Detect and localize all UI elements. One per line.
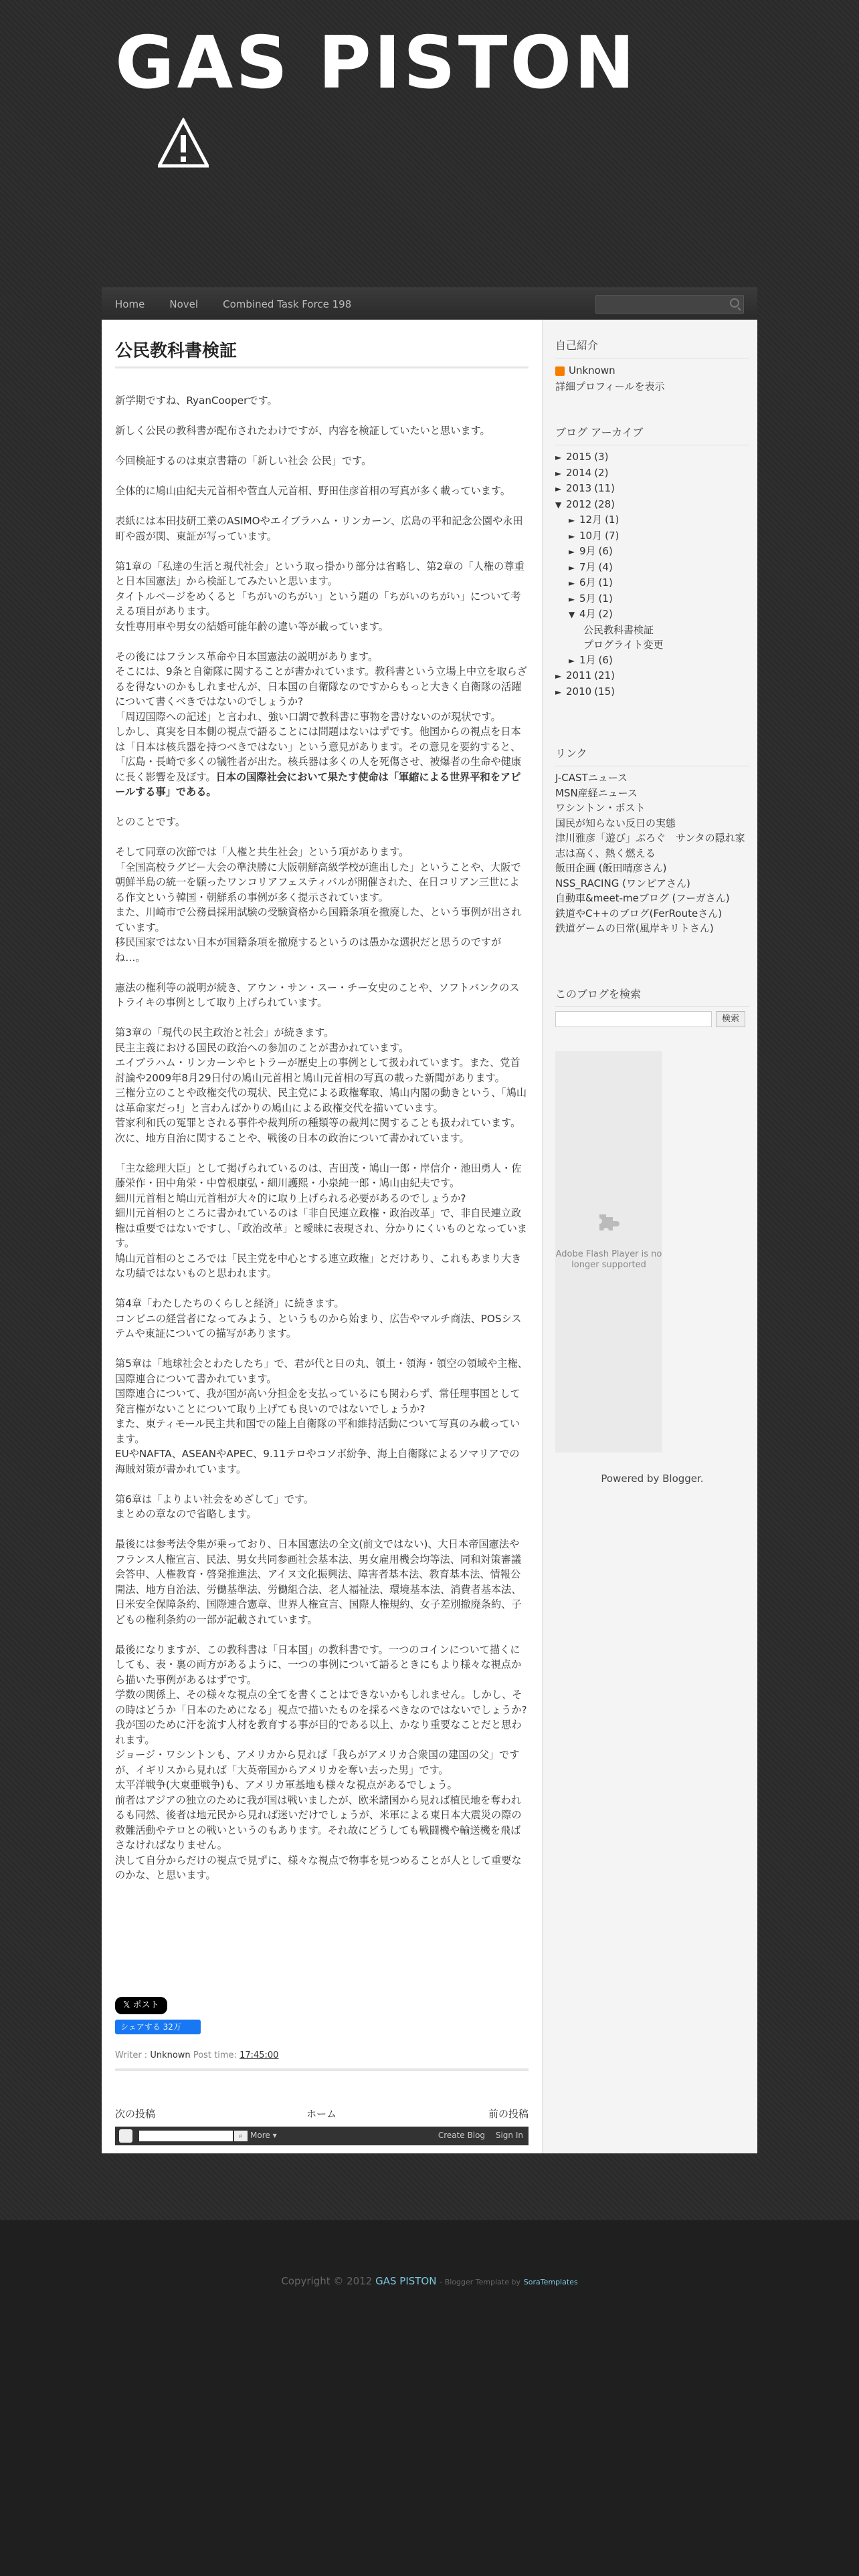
archive-count: (2) — [594, 466, 609, 479]
archive-count: (3) — [594, 451, 609, 463]
archive-count: (6) — [598, 653, 613, 666]
archive-label[interactable]: 2010 — [566, 685, 592, 697]
post-paragraph: 第1章の「私達の生活と現代社会」という取っ掛かり部分は省略し、第2章の「人権の尊重と日本国憲法」から検証してみたいと思います。 タイトルページをめくると「ちがいのちがい」という題の「ちがいのちがい」について考える項目があります。 女性専用車や男女の結婚可能年齢の違い等が載っています。 — [115, 560, 524, 633]
create-blog-link[interactable]: Create Blog — [438, 2131, 486, 2140]
sidebar-link[interactable]: 志は高く、熱く燃える — [555, 847, 656, 859]
archive-count: (7) — [605, 529, 619, 542]
archive-widget — [555, 424, 749, 700]
profile-widget — [555, 337, 749, 395]
home-link[interactable]: ホーム — [306, 2108, 337, 2120]
profile-name-row — [555, 362, 749, 379]
search-widget — [555, 986, 749, 1027]
archive-item[interactable] — [555, 512, 749, 528]
older-post-link[interactable]: 前の投稿 — [488, 2108, 529, 2120]
main-column — [102, 320, 543, 2153]
template-label: - Blogger Template by — [440, 2278, 520, 2286]
profile-name[interactable]: Unknown — [569, 364, 615, 377]
navbar-search-input[interactable] — [139, 2131, 233, 2141]
archive-label[interactable]: 4月 — [579, 608, 596, 620]
title-divider — [115, 366, 529, 368]
archive-list — [555, 449, 749, 700]
archive-label[interactable]: 1月 — [579, 653, 596, 666]
archive-item[interactable] — [555, 544, 749, 560]
sidebar-link[interactable]: 飯田企画 (飯田晴彦さん) — [555, 862, 667, 874]
expand-arrow-icon[interactable]: ► — [555, 671, 562, 681]
archive-label[interactable]: 2013 — [566, 482, 592, 494]
nav-novel[interactable]: Novel — [169, 298, 199, 310]
broken-image-icon — [158, 118, 209, 171]
post-paragraph: 新しく公民の教科書が配布されたわけですが、内容を検証していたいと思います。 — [115, 425, 490, 437]
profile-link[interactable]: 詳細プロフィールを表示 — [555, 381, 665, 393]
archive-item[interactable] — [555, 465, 749, 481]
post-paragraph: 第5章は「地球社会とわたしたち」で、君が代と日の丸、領土・領海・領空の領域や主権、国際連合について書かれています。 国際連合について、我が国が高い分担金を支払っているにも関わらず、常任理事国として発言権がないことについて取り上げても良いのではないでしょうか? また、東ティモール民主共和国での陸上自衛隊の平和維持活動について写真のみ載っています。 EUやNAFTA、ASEANやAPEC、9.11テロやコソボ紛争、海上自衛隊によるソマリアでの海賊対策が書かれています。 — [115, 1358, 528, 1475]
archive-label[interactable]: 7月 — [579, 560, 596, 573]
post-paragraph: 第4章「わたしたちのくらしと経済」に続きます。 コンビニの経営者になってみよう、というものから始まり、広告やマルチ商法、POSシステムや東証についての描写があります。 — [115, 1297, 522, 1339]
top-navigation — [102, 288, 757, 320]
sidebar-link[interactable]: 津川雅彦「遊び」ぶろぐ サンタの隠れ家 — [555, 832, 745, 844]
blog-title[interactable]: GAS PISTON — [115, 21, 638, 105]
expand-arrow-icon[interactable]: ► — [569, 594, 575, 604]
archive-label[interactable]: 2015 — [566, 451, 592, 463]
plugin-icon — [597, 1214, 622, 1240]
sidebar-link[interactable]: 鉄道ゲームの日常(風岸キリトさん) — [555, 922, 714, 934]
nav-search-input[interactable] — [595, 295, 744, 314]
expand-arrow-icon[interactable]: ► — [555, 687, 562, 697]
archive-item[interactable] — [555, 528, 749, 544]
post-body — [115, 393, 529, 1898]
nav-home[interactable]: Home — [115, 298, 145, 310]
archive-item[interactable] — [555, 591, 749, 607]
copyright — [0, 2275, 859, 2287]
blogger-icon — [555, 366, 565, 376]
flash-plugin-box — [555, 1051, 662, 1453]
collapse-arrow-icon[interactable]: ▼ — [555, 500, 562, 510]
tweet-label: ポスト — [132, 2000, 159, 2010]
archive-label[interactable]: 10月 — [579, 529, 603, 542]
archive-label[interactable]: プログライト変更 — [583, 639, 664, 651]
post-time-link[interactable]: 17:45:00 — [240, 2050, 279, 2060]
sidebar-link[interactable]: J-CASTニュース — [555, 772, 628, 784]
post-paragraph-text: その後にはフランス革命や日本国憲法の説明があります。 そこには、9条と自衛隊に関することが書かれています。教科書という立場上中立を取らざるを得ないのかもしれませんが、日本国の自衛隊なのですからもっと大きく自衛隊の活躍について書くべきではないのでしょうか? 「周辺国際への記述」と言われ、強い口調で教科書に事物を書けないのが現状です。 しかし、真実を日本側の視点で語ることには問題はないはずです。他国からの視点を日本は「日本は核兵器を持つべきではない」という意見があります。その意見を要約すると、「広島・長崎で多くの犠牲者が出た。核兵器は多くの人を死傷させ、被爆者の生命や健康に長く影響を及ぼす。 — [115, 650, 527, 783]
archive-item[interactable] — [555, 637, 749, 653]
archive-label[interactable]: 6月 — [579, 576, 596, 588]
time-label: Post time: — [193, 2050, 237, 2060]
sidebar-search-input[interactable] — [555, 1011, 712, 1027]
sidebar-link[interactable]: NSS_RACING (ワンピアさん) — [555, 877, 690, 889]
archive-count: (1) — [598, 592, 613, 605]
footer-site-link[interactable]: GAS PISTON — [375, 2275, 437, 2287]
archive-count: (1) — [598, 576, 613, 588]
content-container — [102, 320, 757, 2153]
tweet-button[interactable]: 𝕏 ポスト — [115, 1997, 167, 2014]
nav-ctf198[interactable]: Combined Task Force 198 — [223, 298, 352, 310]
archive-item[interactable] — [555, 653, 749, 669]
archive-title: ブログ アーカイブ — [555, 424, 749, 445]
archive-item[interactable] — [555, 623, 749, 638]
author-name[interactable]: Unknown — [150, 2050, 191, 2060]
links-widget — [555, 745, 749, 936]
sidebar-link[interactable]: MSN産経ニュース — [555, 786, 638, 799]
post-paragraph: 表紙には本田技研工業のASIMOやエイブラハム・リンカーン、広島の平和記念公園や永田町や霞が関、東証が写っています。 — [115, 515, 523, 542]
archive-count: (15) — [594, 685, 615, 697]
archive-label[interactable]: 公民教科書検証 — [583, 623, 654, 636]
search-title: このブログを検索 — [555, 986, 749, 1007]
post-paragraph: 新学期ですね、RyanCooperです。 — [115, 395, 278, 407]
archive-item[interactable] — [555, 684, 749, 700]
search-icon[interactable] — [730, 298, 739, 308]
expand-arrow-icon[interactable]: ► — [555, 484, 562, 494]
flash-message: Adobe Flash Player is no longer supported — [555, 1249, 662, 1270]
archive-label[interactable]: 2014 — [566, 466, 592, 479]
archive-item[interactable] — [555, 497, 749, 513]
writer-label: Writer : — [115, 2050, 148, 2060]
post-paragraph: とのことです。 — [115, 816, 186, 828]
post-paragraph: 憲法の権利等の説明が続き、アウン・サン・スー・チー女史のことや、ソフトバンクのストライキの事例として取り上げられています。 — [115, 981, 520, 1008]
facebook-share-button[interactable]: シェアする 32万 — [115, 2020, 201, 2034]
more-label: More — [250, 2131, 270, 2140]
sign-in-link[interactable]: Sign In — [495, 2131, 523, 2140]
expand-arrow-icon[interactable]: ► — [569, 547, 575, 556]
archive-label[interactable]: 9月 — [579, 545, 596, 557]
archive-label[interactable]: 2012 — [566, 498, 592, 510]
post-title: 公民教科書検証 — [115, 341, 237, 361]
post-paragraph: 最後には参考法令集が乗っており、日本国憲法の全文(前文ではない)、大日本帝国憲法やフランス人権宣言、民法、男女共同参画社会基本法、男女雇用機会均等法、同和対策審議会答申、人権教育・啓発推進法、アイヌ文化振興法、障害者基本法、教育基本法、情報公開法、地方自治法、労働基準法、労働組合法、老人福祉法、環境基本法、消費者基本法、日米安全保障条約、国際連合憲章、世界人権宣言、国際人権規約、女子差別撤廃条約、子どもの権利条約の一部が記載されています。 — [115, 1538, 522, 1626]
post-paragraph: そして同章の次節では「人権と共生社会」という項があります。 「全国高校ラグビー大会の準決勝に大阪朝鮮高級学校が進出した」ということや、大阪で 朝鮮半島の統一を願ったワンコリアフェスティバルが開催された、在日コリアン三世による作文という韓国・朝鮮系の事例が多く提示されています。 また、川崎市で公務員採用試験の受験資格から国籍条項を撤廃した、という事例が出されています。 移民国家ではない日本が国籍条項を撤廃するというのは愚かな選択だと思うのですがね…。 — [115, 846, 522, 964]
archive-item[interactable] — [555, 668, 749, 684]
blogger-logo-icon[interactable] — [119, 2129, 132, 2143]
navbar-search-button[interactable]: ⌕ — [234, 2131, 248, 2141]
archive-count: (21) — [594, 669, 615, 681]
post-paragraph: 「主な総理大臣」として掲げられているのは、吉田茂・鳩山一郎・岸信介・池田勇人・佐藤栄作・田中角栄・中曽根康弘・細川護熙・小泉純一郎・鳩山由紀夫です。 細川元首相と鳩山元首相が大々的に取り上げられる必要があるのでしょうか? 細川元首相のところに書かれているのは「非自民連立政権・政治改革」で、非自民連立政権は重要ではないですし、「政治改革」と曖昧に表現され、分かりにくいものとなっています。 鳩山元首相のところでは「民主党を中心とする連立政権」とだけあり、これもあまり大きな功績ではないものと思われます。 — [115, 1162, 527, 1279]
archive-item[interactable] — [555, 575, 749, 591]
archive-label[interactable]: 2011 — [566, 669, 592, 681]
expand-arrow-icon[interactable]: ► — [569, 578, 575, 588]
search-row — [555, 1011, 749, 1027]
expand-arrow-icon[interactable]: ► — [555, 453, 562, 462]
profile-title: 自己紹介 — [555, 337, 749, 358]
links-list — [555, 770, 749, 936]
powered-by[interactable]: Powered by Blogger. — [601, 1473, 704, 1485]
post-paragraph: 今回検証するのは東京書籍の「新しい社会 公民」です。 — [115, 455, 372, 467]
expand-arrow-icon[interactable]: ► — [569, 531, 575, 541]
copyright-text: Copyright © 2012 — [281, 2275, 373, 2287]
share-buttons — [115, 1997, 201, 2034]
sidebar-link[interactable]: 国民が知らない反日の実態 — [555, 817, 676, 829]
archive-item[interactable] — [555, 560, 749, 576]
archive-count: (11) — [594, 482, 615, 494]
archive-label[interactable]: 5月 — [579, 592, 596, 605]
links-title: リンク — [555, 745, 749, 766]
expand-arrow-icon[interactable]: ► — [569, 655, 575, 665]
sidebar-search-button[interactable]: 検索 — [716, 1011, 745, 1027]
blogger-navbar — [115, 2127, 529, 2145]
expand-arrow-icon[interactable]: ► — [555, 468, 562, 478]
post-paragraph — [115, 649, 529, 800]
expand-arrow-icon[interactable]: ► — [569, 516, 575, 525]
collapse-arrow-icon[interactable]: ▼ — [569, 610, 575, 619]
archive-count: (1) — [605, 514, 619, 526]
archive-item[interactable] — [555, 449, 749, 465]
template-author-link[interactable]: SoraTemplates — [523, 2278, 578, 2286]
archive-item[interactable] — [555, 481, 749, 497]
post-paragraph: 最後になりますが、この教科書は「日本国」の教科書です。一つのコインについて描くにしても、表・裏の両方があるように、一つの事例について語るときにもより様々な視点から描いた事例があるはずです。 学数の関係上、その様々な視点の全てを書くことはできないかもしれません。しかし、その時はどうか「日本のためになる」視点で描いたものを採るべきなのではないでしょうか? 我が国のために汗を流す人材を教育する事が目的である以上、かなり重要なことだと思われます。 ジョージ・ワシントンも、アメリカから見れば「我らがアメリカ合衆国の建国の父」ですが、イギリスから見れば「大英帝国からアメリカを奪い去った男」です。 太平洋戦争(大東亜戦争)も、アメリカ軍基地も様々な視点があるでしょう。 前者はアジアの独立のために我が国は戦いましたが、欧米諸国から見れば植民地を奪われるも同然、後者は地元民から見れば迷いだけでしょうが、米軍による東日本大震災の際の救難活動やテロとの戦いというのもあります。それ故にどうしても戦闘機や輸送機を飛ばさなければなりません。 決して自分からだけの視点で見ずに、様々な視点で物事を見つめることが人として重要なのかな、と思います。 — [115, 1643, 527, 1881]
post-footer — [115, 2050, 529, 2071]
post-paragraph: 全体的に鳩山由紀夫元首相や菅直人元首相、野田佳彦首相の写真が多く載っています。 — [115, 485, 511, 497]
navbar-more-dropdown[interactable]: More ▾ — [250, 2131, 277, 2140]
expand-arrow-icon[interactable]: ► — [569, 562, 575, 572]
post-paragraph: 第6章は「よりよい社会をめざして」です。 まとめの章なので省略します。 — [115, 1493, 314, 1520]
footer-area — [0, 2220, 859, 2576]
post-paragraph: 第3章の「現代の民主政治と社会」が続きます。 民主主義における国民の政治への参加のことが書かれています。 エイブラハム・リンカーンやヒトラーが歴史上の事例として扱われています。また、党首討論や2009年8月29日付の鳩山元首相と鳩山元首相の写真の載った新聞があります。 三権分立のことや政権交代の現状、民主党による政権奪取、鳩山内閣の動きという、「鳩山は革命家だっ!」と言わんばかりの鳩山による政権交代を描いています。 菅家利和氏の冤罪とされる事件や裁判所の種類等の裁判に関することも扱われています。 次に、地方自治に関することや、戦後の日本の政治について書かれています。 — [115, 1027, 527, 1144]
archive-count: (4) — [598, 560, 613, 573]
archive-item[interactable] — [555, 607, 749, 623]
bold-sentence: 日本の国際社会において果たす使命は「軍縮による世界平和をアピールする事」である。 — [115, 770, 521, 798]
sidebar-link[interactable]: ワシントン・ポスト — [555, 802, 646, 814]
archive-count: (6) — [598, 545, 613, 557]
sidebar-link[interactable]: 鉄道やC++のブログ(FerRouteさん) — [555, 907, 723, 920]
navbar-right-links — [430, 2131, 523, 2140]
sidebar-link[interactable]: 自動車&meet-meブログ (フーガさん) — [555, 892, 730, 904]
archive-count: (28) — [594, 498, 615, 510]
archive-count: (2) — [598, 608, 613, 620]
archive-label[interactable]: 12月 — [579, 514, 603, 526]
newer-post-link[interactable]: 次の投稿 — [115, 2108, 156, 2120]
